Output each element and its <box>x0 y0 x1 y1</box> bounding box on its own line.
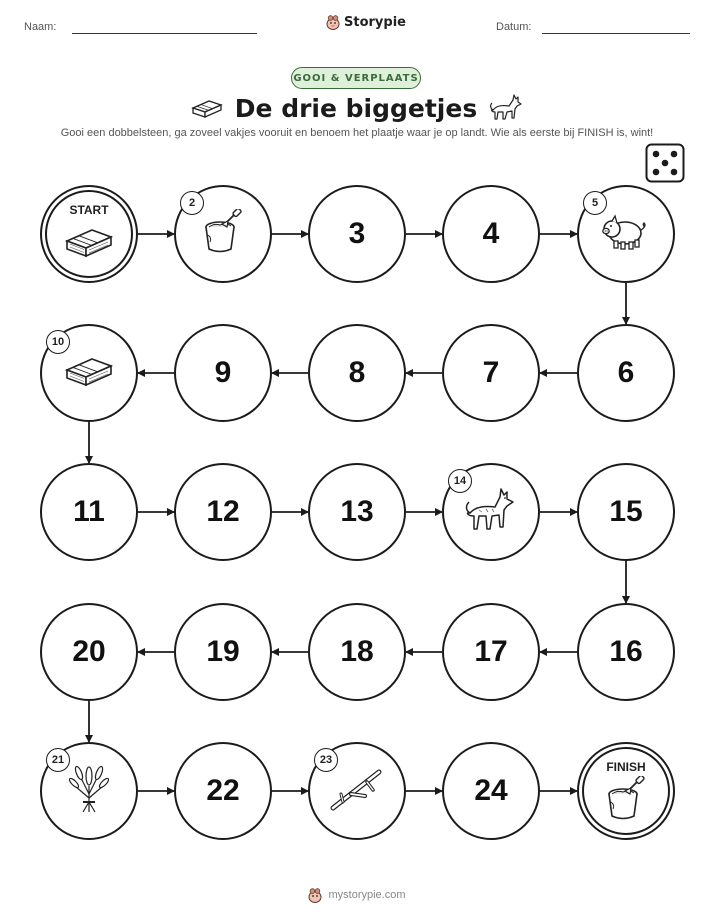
space-number-badge: 21 <box>46 748 70 772</box>
space-number: 6 <box>617 356 635 389</box>
space-number: 17 <box>474 635 508 668</box>
space-number: 24 <box>474 774 508 807</box>
space-number: 7 <box>482 356 500 389</box>
date-field[interactable] <box>542 33 690 34</box>
board-space <box>577 185 675 283</box>
start-space <box>40 185 138 283</box>
space-number-badge: 14 <box>448 469 472 493</box>
space-caption: FINISH <box>606 760 646 774</box>
storypie-logo-icon <box>326 14 340 30</box>
space-number-badge: 23 <box>314 748 338 772</box>
board-space <box>442 463 540 561</box>
hay-bale-icon <box>64 354 114 392</box>
wolf-icon <box>464 485 518 539</box>
brand-logo <box>326 14 406 30</box>
space-number: 9 <box>214 356 232 389</box>
wheat-bundle-icon <box>69 764 109 818</box>
space-number: 20 <box>72 635 106 668</box>
storypie-logo-icon <box>308 887 322 903</box>
space-number: 8 <box>348 356 366 389</box>
hay-bale-icon <box>64 225 114 263</box>
board-space <box>308 185 406 283</box>
board-space <box>308 463 406 561</box>
space-number: 3 <box>348 217 366 250</box>
date-label: Datum: <box>496 21 532 33</box>
space-number: 11 <box>73 495 105 528</box>
pig-icon <box>601 213 651 255</box>
board-space <box>40 324 138 422</box>
board-space <box>174 603 272 701</box>
hay-bale-icon <box>191 97 223 119</box>
board-space <box>174 742 272 840</box>
brand-name: Storypie <box>344 14 406 30</box>
space-number-badge: 2 <box>180 191 204 215</box>
board-space <box>40 603 138 701</box>
space-number: 15 <box>609 495 643 528</box>
mortar-bucket-icon <box>603 776 649 826</box>
space-number: 4 <box>482 217 500 250</box>
page-title: De drie biggetjes <box>234 93 478 123</box>
space-number: 19 <box>206 635 240 668</box>
board-space <box>174 185 272 283</box>
space-number-badge: 5 <box>583 191 607 215</box>
space-number: 18 <box>340 635 374 668</box>
board-space <box>308 603 406 701</box>
board-space <box>442 185 540 283</box>
board-space <box>174 324 272 422</box>
space-caption: START <box>69 203 109 217</box>
stick-icon <box>329 766 385 816</box>
board-space <box>442 324 540 422</box>
footer-site: mystorypie.com <box>328 889 406 901</box>
board-space <box>577 603 675 701</box>
board-space <box>40 742 138 840</box>
space-number: 16 <box>609 635 643 668</box>
board-space <box>40 463 138 561</box>
finish-space <box>577 742 675 840</box>
wolf-icon <box>489 92 523 124</box>
name-label: Naam: <box>24 21 57 33</box>
category-badge: GOOI & VERPLAATS <box>291 67 421 89</box>
dice-icon <box>645 143 685 183</box>
mortar-bucket-icon <box>200 209 246 259</box>
footer <box>0 887 714 903</box>
title-row <box>0 92 714 124</box>
board-space <box>577 463 675 561</box>
space-number: 22 <box>206 774 240 807</box>
board-space <box>308 742 406 840</box>
name-field[interactable] <box>72 33 257 34</box>
board-space <box>577 324 675 422</box>
board-space <box>442 742 540 840</box>
board-space <box>442 603 540 701</box>
board-space <box>308 324 406 422</box>
instructions: Gooi een dobbelsteen, ga zoveel vakjes vooruit en benoem het plaatje waar je op landt. Wie als eerste bij FINISH is, wint! <box>60 127 654 139</box>
space-number: 12 <box>206 495 240 528</box>
board-space <box>174 463 272 561</box>
space-number: 13 <box>340 495 374 528</box>
space-number-badge: 10 <box>46 330 70 354</box>
